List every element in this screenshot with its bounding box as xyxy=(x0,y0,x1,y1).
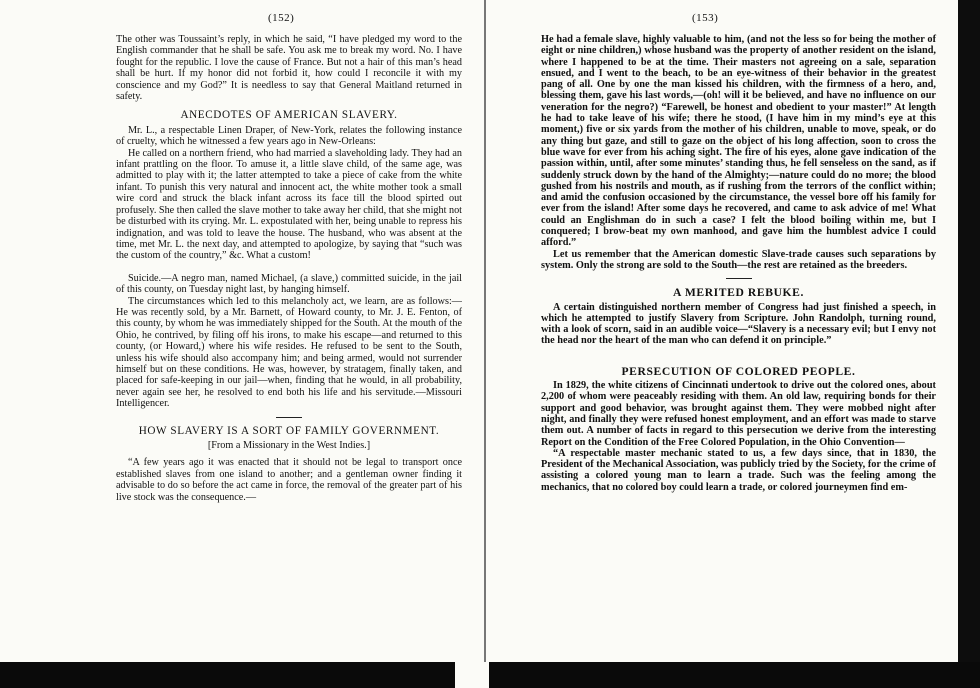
scan-dark-edge xyxy=(958,0,980,688)
body-paragraph: A certain distinguished northern member of Congress had just finished a speech, in which he attempted to justify Slavery from Scripture. John Randolph, turning round, with a look of scorn, said in an audible voice—“Slavery is a necessary evil; but I envy not the head nor the heart of the man who can defend it on principle.” xyxy=(541,301,936,347)
paragraph-spacer xyxy=(116,262,462,273)
body-paragraph: In 1829, the white citizens of Cincinnati undertook to drive out the colored ones, about 2,200 of whom were peaceably residing with them. An old law, requiring bonds for their support and good behavior, was brought against them. They were mobbed night after night, and finally they were refused honest employment, and an effort was made to starve them out. A number of facts in regard to this persecution we derive from the interesting Report on the Condition of the Free Colored Population, in the Ohio Convention— xyxy=(541,380,936,448)
body-paragraph: “A few years ago it was enacted that it should not be legal to transport once established slaves from one island to another; and a gentleman owner finding it advisable to do so before the act came in force, the removal of the greater part of his live stock was the consequence.— xyxy=(116,457,462,503)
section-heading: ANECDOTES OF AMERICAN SLAVERY. xyxy=(180,109,398,122)
body-paragraph: “A respectable master mechanic stated to us, a few days since, that in 1830, the President of the Mechanical Association, was publicly tried by the Society, for the crime of assisting a colored young man to learn a trade. Such was the feeling among the mechanics, that no colored boy could learn a trade, or colored journeymen find em- xyxy=(541,447,936,493)
section-heading: A MERITED REBUKE. xyxy=(673,286,804,300)
left-page-number: (152) xyxy=(268,12,295,24)
paragraph-spacer xyxy=(541,347,936,358)
section-heading: PERSECUTION OF COLORED PEOPLE. xyxy=(621,364,856,378)
right-page-text-column xyxy=(541,34,936,493)
right-page-number: (153) xyxy=(692,12,719,24)
section-heading: HOW SLAVERY IS A SORT OF FAMILY GOVERNMENT. xyxy=(138,424,440,437)
body-paragraph: Suicide.—A negro man, named Michael, (a slave,) committed suicide, in the jail of this county, on Tuesday night last, by hanging himself. xyxy=(116,272,462,296)
left-page xyxy=(0,0,484,688)
left-page-text-column xyxy=(116,34,462,503)
section-divider xyxy=(726,278,752,279)
scan-bottom-shadow xyxy=(0,662,980,688)
body-paragraph: He had a female slave, highly valuable to him, (and not the less so for being the mother of eight or nine children,) whose husband was the property of another resident on the island, where I happened to be at the time. Their masters not agreeing on a sale, separation ensued, and I went to the beach, to be an eye-witness of their behavior in the greatest pang of all. One by one the man kissed his children, with the firmness of a hero, and, blessing them, gave his last words,—(oh! will it be believed, and have no influence on our veneration for the negro?) “Farewell, be honest and obedient to your master!” At length he had to take leave of his wife; there he stood, (I have him in my mind’s eye at this moment,) five or six yards from the mother of his children, unable to move, speak, or do any thing but gaze, and still to gaze on the object of his long affection, soon to cross the blue wave for ever from his aching sight. The fire of his eyes, alone gave indication of the passion within, until, after some minutes’ standing thus, he fell senseless on the sand, as if suddenly struck down by the hand of the Almighty;—nature could do no more; the blood gushed from his nostrils and mouth, as if rushing from the terrors of the conflict within; and amid the confusion occasioned by the circumstance, the vessel bore off his family for ever from the island! After some days he recovered, and came to ask advice of me! What could an Englishman do in such a case? I felt the blood boiling within me, but I conquered; I brow-beat my own manhood, and gave him the humblest advice I could afford.” xyxy=(541,34,936,249)
body-paragraph: The circumstances which led to this melancholy act, we learn, are as follows:—He was recently sold, by a Mr. Barnett, of Howard county, to Mr. J. E. Fenton, of this county, by whom he was immediately shipped for the South. At the mouth of the Ohio, he contrived, by filing off his irons, to make his escape—and returned to this county, (or Howard,) where his wife resides. He refused to be sent to the South, unless his wife should also accompany him; and being armed, would not surrender himself but on these conditions. He was, however, by stratagem, finally taken, and placed for safe-keeping in our jail—when, finding that he would, in all probability, never again see her, he resolved to end both his life and his servitude.—Missouri Intelligencer. xyxy=(116,295,462,410)
section-subheading: [From a Missionary in the West Indies.] xyxy=(207,440,371,451)
body-paragraph: Mr. L., a respectable Linen Draper, of New-York, relates the following instance of cruelty, which he witnessed a few years ago in New-Orleans: xyxy=(116,124,462,148)
section-divider xyxy=(276,417,302,418)
body-paragraph: The other was Toussaint’s reply, in which he said, “I have pledged my word to the English commander that he shall be safe. You ask me to break my word. No. I have fought for the republic. I love the cause of France. But not a hair of this man’s head shall be hurt. If my honor did not forbid it, how could I reconcile it with my conscience and my God?” It is needless to say that General Maitland returned in safety. xyxy=(116,34,462,103)
body-paragraph: He called on a northern friend, who had married a slaveholding lady. They had an infant prattling on the floor. To amuse it, a little slave child, of the same age, was admitted to play with it; the latter attempted to take a piece of cake from the white infant. To punish this very natural and innocent act, the white mother took a small wire cord and struck the black infant across its face till the blood spirted out profusely. She then called the slave mother to take away her child, that she might not be disturbed with its crying. Mr. L. expostulated with her, being unable to repress his indignation, and was told to leave the house. The husband, who was absent at the time, met Mr. L. the next day, and attempted to apologize, by saying that “such was the custom of the country,” &c. What a custom! xyxy=(116,147,462,262)
right-page xyxy=(486,0,958,688)
body-paragraph: Let us remember that the American domestic Slave-trade causes such separations by system. Only the strong are sold to the South—the rest are retained as the breeders. xyxy=(541,248,936,271)
